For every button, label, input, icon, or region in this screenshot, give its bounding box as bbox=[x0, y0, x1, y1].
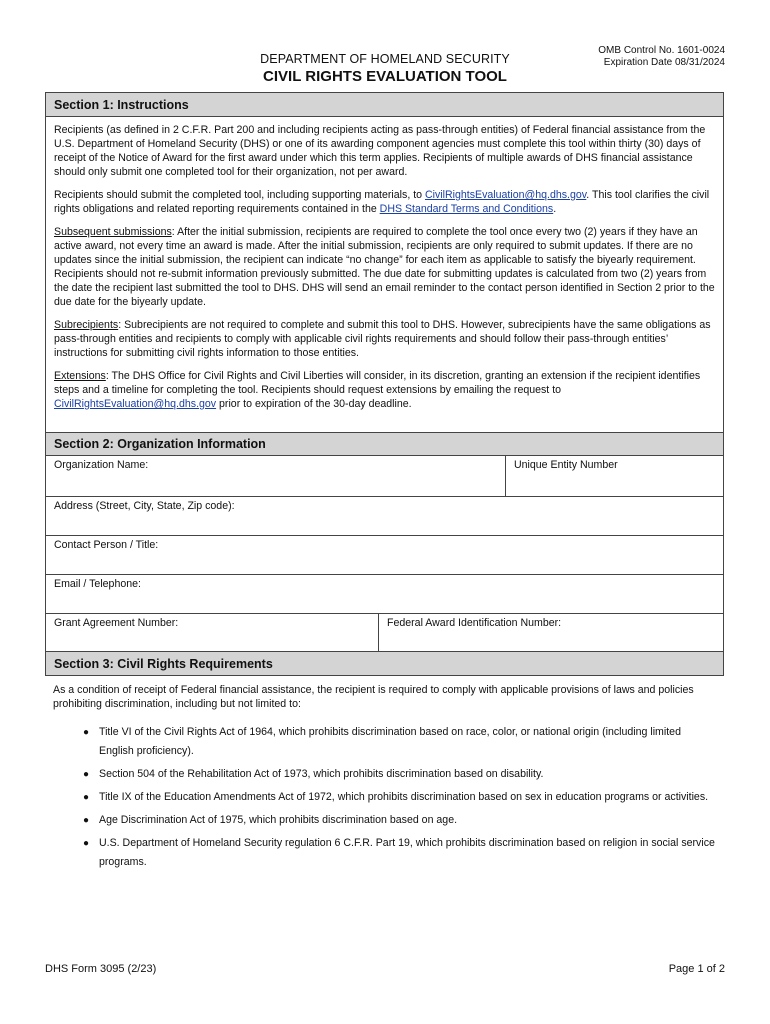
terms-link[interactable]: DHS Standard Terms and Conditions bbox=[379, 203, 554, 215]
bullet-icon: ● bbox=[83, 838, 90, 849]
requirements-body bbox=[45, 676, 724, 872]
list-item-text: Title VI of the Civil Rights Act of 1964, which prohibits discrimination based on race, color, or national origin (including limited English proficiency). bbox=[99, 726, 681, 757]
bullet-icon: ● bbox=[83, 792, 90, 803]
extensions-paragraph bbox=[54, 369, 715, 411]
text: prior to expiration of the 30-day deadline. bbox=[216, 398, 412, 410]
section-instructions bbox=[45, 92, 724, 433]
section-heading: Section 1: Instructions bbox=[46, 93, 723, 117]
section-organization-info bbox=[45, 432, 724, 652]
requirements-list bbox=[53, 723, 716, 872]
extensions-label: Extensions bbox=[54, 370, 106, 382]
email-row bbox=[46, 575, 723, 614]
list-item bbox=[77, 723, 716, 761]
bullet-icon: ● bbox=[83, 815, 90, 826]
department-name: DEPARTMENT OF HOMELAND SECURITY bbox=[260, 52, 510, 66]
subsequent-paragraph bbox=[54, 225, 715, 309]
omb-info bbox=[598, 45, 725, 69]
bullet-icon: ● bbox=[83, 727, 90, 738]
subsequent-label: Subsequent submissions bbox=[54, 226, 172, 238]
section-heading: Section 3: Civil Rights Requirements bbox=[45, 652, 724, 676]
unique-entity-number-field[interactable]: Unique Entity Number bbox=[505, 456, 723, 496]
list-item bbox=[77, 834, 716, 872]
form-number: DHS Form 3095 (2/23) bbox=[45, 963, 157, 975]
list-item-text: Title IX of the Education Amendments Act of 1972, which prohibits discrimination based on sex in education programs or activities. bbox=[99, 791, 709, 803]
contact-person-field[interactable]: Contact Person / Title: bbox=[54, 539, 159, 551]
grant-agreement-number-field[interactable]: Grant Agreement Number: bbox=[54, 617, 179, 629]
subrecipients-paragraph bbox=[54, 318, 715, 360]
list-item-text: U.S. Department of Homeland Security regulation 6 C.F.R. Part 19, which prohibits discrimination based on religion in social service programs. bbox=[99, 837, 715, 868]
text: . This tool clarifies the civil rights obligations and related reporting requirements contained in the bbox=[54, 189, 710, 215]
contact-row bbox=[46, 536, 723, 575]
omb-control-number: OMB Control No. 1601-0024 bbox=[598, 45, 725, 56]
address-field[interactable]: Address (Street, City, State, Zip code): bbox=[54, 500, 235, 512]
list-item bbox=[77, 811, 716, 830]
section-heading: Section 2: Organization Information bbox=[46, 433, 723, 456]
list-item bbox=[77, 765, 716, 784]
list-item-text: Age Discrimination Act of 1975, which prohibits discrimination based on age. bbox=[99, 814, 458, 826]
text: Recipients should submit the completed tool, including supporting materials, to bbox=[54, 189, 425, 201]
list-item bbox=[77, 788, 716, 807]
list-item-text: Section 504 of the Rehabilitation Act of 1973, which prohibits discrimination based on disability. bbox=[99, 768, 544, 780]
email-link[interactable]: CivilRightsEvaluation@hq.dhs.gov bbox=[54, 398, 217, 410]
requirements-intro: As a condition of receipt of Federal financial assistance, the recipient is required to comply with applicable provisions of laws and policies prohibiting discrimination, including but not limited to: bbox=[53, 684, 694, 710]
organization-name-field[interactable]: Organization Name: bbox=[54, 459, 149, 471]
email-telephone-field[interactable]: Email / Telephone: bbox=[54, 578, 141, 590]
federal-award-id-field[interactable]: Federal Award Identification Number: bbox=[378, 614, 723, 653]
text: . bbox=[553, 203, 557, 215]
form-title: CIVIL RIGHTS EVALUATION TOOL bbox=[263, 68, 507, 85]
expiration-date: Expiration Date 08/31/2024 bbox=[603, 57, 725, 68]
subrecipients-label: Subrecipients bbox=[54, 319, 119, 331]
submission-paragraph bbox=[54, 188, 715, 216]
instructions-paragraph: Recipients (as defined in 2 C.F.R. Part 200 and including recipients acting as pass-through entities) of Federal financial assistance from the U.S. Department of Homeland Security (DHS) or one of its awarding component agencies must complete this tool within thirty (30) days of receipt of the Notice of Award for the first award under which this term applies. Recipients of multiple awards of DHS financial assistance should only submit one completed tool for their organization, not per award. bbox=[54, 124, 706, 178]
address-row bbox=[46, 497, 723, 536]
org-name-row bbox=[46, 456, 723, 497]
section-civil-rights bbox=[45, 651, 724, 900]
text: : After the initial submission, recipients are required to complete the tool once every two (2) years if they have an active award, not every time an award is made. After the initial submission, recipients are only required to submit updates. If there are no updates since the initial submission, the recipient can indicate “no change” for each item as applicable to satisfy the biyearly requirement. Recipients should not re-submit information previously submitted. The due date for submitting updates is calculated from two (2) years from the date the recipient last submitted the tool to DHS. DHS will send an email reminder to the contact person identified in Section 2 prior to the due date for the biyearly update. bbox=[54, 226, 715, 308]
page-number: Page 1 of 2 bbox=[668, 963, 725, 975]
email-link[interactable]: CivilRightsEvaluation@hq.dhs.gov bbox=[424, 189, 587, 201]
instructions-body bbox=[46, 117, 723, 411]
grant-row bbox=[46, 614, 723, 653]
text: : Subrecipients are not required to complete and submit this tool to DHS. However, subrecipients have the same obligations as pass-through entities and recipients to comply with applicable civil rights requirements and should follow their pass-through entities’ instructions for submitting civil rights information to those entities. bbox=[54, 319, 711, 359]
text: : The DHS Office for Civil Rights and Civil Liberties will consider, in its discretion, granting an extension if the recipient identifies steps and a timeline for completing the tool. Recipients should request extensions by emailing the request to bbox=[54, 370, 701, 396]
bullet-icon: ● bbox=[83, 769, 90, 780]
